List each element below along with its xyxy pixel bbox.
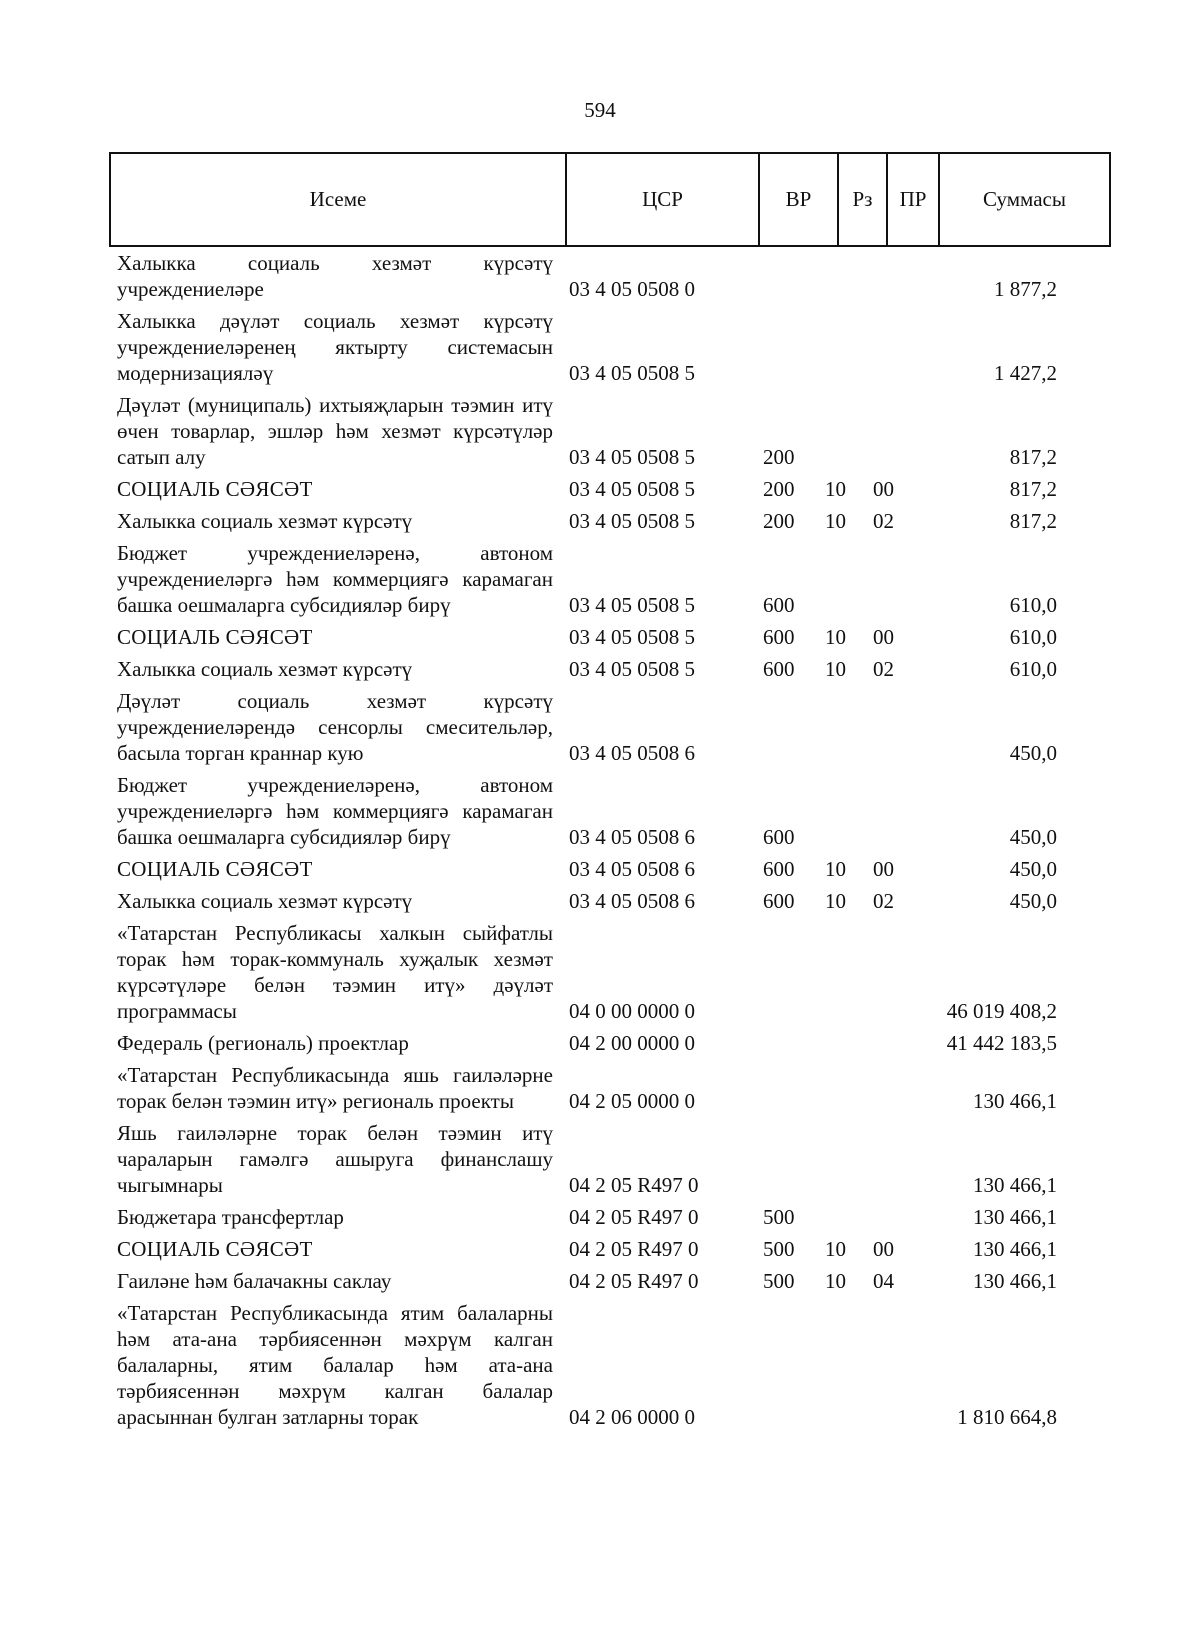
row-vr: 600 bbox=[763, 593, 795, 617]
header-rz: Рз bbox=[839, 154, 888, 247]
row-csr: 03 4 05 0508 6 bbox=[569, 889, 695, 913]
row-rz: 10 bbox=[825, 1237, 846, 1261]
row-name: Халыкка социаль хезмәт күрсәтү bbox=[117, 509, 413, 533]
row-csr: 03 4 05 0508 6 bbox=[569, 825, 695, 849]
row-pr: 04 bbox=[873, 1269, 894, 1293]
row-csr: 03 4 05 0508 6 bbox=[569, 741, 695, 765]
row-csr: 04 2 05 0000 0 bbox=[569, 1089, 695, 1113]
row-csr: 04 0 00 0000 0 bbox=[569, 999, 695, 1023]
row-vr: 600 bbox=[763, 657, 795, 681]
row-vr: 500 bbox=[763, 1269, 795, 1293]
row-rz: 10 bbox=[825, 889, 846, 913]
row-sum: 1 810 664,8 bbox=[957, 1405, 1057, 1429]
row-name: Халыкка дәүләт социаль хезмәт күрсәтү учреждениеләренең яктырту системасын модернизацияләү bbox=[117, 309, 553, 385]
table-row bbox=[117, 656, 1117, 682]
table-row bbox=[117, 392, 1117, 470]
header-csr: ЦСР bbox=[567, 154, 760, 247]
row-sum: 130 466,1 bbox=[973, 1205, 1057, 1229]
row-name: «Татарстан Республикасында ятим балаларны һәм ата-ана тәрбиясеннән мәхрүм калган балаларны, ятим балалар һәм ата-ана тәрбиясеннән мәхрүм калган балалар арасыннан булган затларны торак bbox=[117, 1301, 553, 1429]
row-name: СОЦИАЛЬ СӘЯСӘТ bbox=[117, 477, 313, 501]
row-sum: 610,0 bbox=[1009, 657, 1057, 681]
row-sum: 1 427,2 bbox=[994, 361, 1057, 385]
table-row bbox=[117, 624, 1117, 650]
row-rz: 10 bbox=[825, 509, 846, 533]
row-sum: 610,0 bbox=[1009, 593, 1057, 617]
row-pr: 00 bbox=[873, 625, 894, 649]
row-vr: 200 bbox=[763, 477, 795, 501]
row-pr: 02 bbox=[873, 657, 894, 681]
row-name: Бюджет учреждениеләренә, автоном учреждениеләргә һәм коммерциягә карамаган башка оешмаларга субсидияләр бирү bbox=[117, 541, 553, 617]
row-sum: 450,0 bbox=[1009, 857, 1057, 881]
row-vr: 200 bbox=[763, 445, 795, 469]
row-name: СОЦИАЛЬ СӘЯСӘТ bbox=[117, 857, 313, 881]
row-csr: 03 4 05 0508 5 bbox=[569, 445, 695, 469]
row-vr: 600 bbox=[763, 889, 795, 913]
page-number: 594 bbox=[584, 98, 616, 122]
row-sum: 46 019 408,2 bbox=[946, 999, 1057, 1023]
row-name: Федераль (региональ) проектлар bbox=[117, 1031, 409, 1055]
row-csr: 03 4 05 0508 5 bbox=[569, 593, 695, 617]
row-name: СОЦИАЛЬ СӘЯСӘТ bbox=[117, 1237, 313, 1261]
row-csr: 04 2 05 R497 0 bbox=[569, 1269, 699, 1293]
row-vr: 600 bbox=[763, 857, 795, 881]
row-sum: 41 442 183,5 bbox=[946, 1031, 1057, 1055]
row-rz: 10 bbox=[825, 857, 846, 881]
table-row bbox=[117, 1300, 1117, 1430]
row-sum: 817,2 bbox=[1009, 477, 1057, 501]
row-rz: 10 bbox=[825, 625, 846, 649]
row-name: СОЦИАЛЬ СӘЯСӘТ bbox=[117, 625, 313, 649]
row-sum: 130 466,1 bbox=[973, 1173, 1057, 1197]
header-name: Исеме bbox=[111, 154, 567, 247]
header-pr: ПР bbox=[888, 154, 940, 247]
row-sum: 130 466,1 bbox=[973, 1089, 1057, 1113]
header-sum: Суммасы bbox=[940, 154, 1111, 247]
row-vr: 500 bbox=[763, 1205, 795, 1229]
row-rz: 10 bbox=[825, 657, 846, 681]
row-sum: 130 466,1 bbox=[973, 1269, 1057, 1293]
row-csr: 04 2 06 0000 0 bbox=[569, 1405, 695, 1429]
table-row bbox=[117, 1204, 1117, 1230]
table-row bbox=[117, 772, 1117, 850]
row-name: Бюджетара трансфертлар bbox=[117, 1205, 344, 1229]
table-row bbox=[117, 888, 1117, 914]
table-row bbox=[117, 540, 1117, 618]
row-csr: 03 4 05 0508 5 bbox=[569, 477, 695, 501]
row-sum: 450,0 bbox=[1009, 825, 1057, 849]
row-csr: 04 2 05 R497 0 bbox=[569, 1237, 699, 1261]
header-vr: ВР bbox=[760, 154, 839, 247]
row-sum: 1 877,2 bbox=[994, 277, 1057, 301]
row-pr: 02 bbox=[873, 889, 894, 913]
row-csr: 04 2 05 R497 0 bbox=[569, 1205, 699, 1229]
table-header bbox=[109, 152, 1111, 247]
table-row bbox=[117, 920, 1117, 1024]
row-csr: 03 4 05 0508 0 bbox=[569, 277, 695, 301]
table-row bbox=[117, 508, 1117, 534]
row-pr: 00 bbox=[873, 1237, 894, 1261]
row-csr: 03 4 05 0508 5 bbox=[569, 657, 695, 681]
table-body bbox=[117, 250, 1117, 1436]
row-sum: 130 466,1 bbox=[973, 1237, 1057, 1261]
row-name: Халыкка социаль хезмәт күрсәтү bbox=[117, 889, 413, 913]
row-rz: 10 bbox=[825, 477, 846, 501]
row-name: Дәүләт социаль хезмәт күрсәтү учреждениеләрендә сенсорлы смесительләр, басыла торган краннар кую bbox=[117, 689, 553, 765]
row-sum: 450,0 bbox=[1009, 889, 1057, 913]
table-row bbox=[117, 1268, 1117, 1294]
table-row bbox=[117, 1120, 1117, 1198]
row-csr: 04 2 00 0000 0 bbox=[569, 1031, 695, 1055]
table-row bbox=[117, 476, 1117, 502]
row-rz: 10 bbox=[825, 1269, 846, 1293]
row-sum: 817,2 bbox=[1009, 509, 1057, 533]
row-sum: 610,0 bbox=[1009, 625, 1057, 649]
table-row bbox=[117, 1030, 1117, 1056]
row-csr: 03 4 05 0508 5 bbox=[569, 625, 695, 649]
table-row bbox=[117, 688, 1117, 766]
table-row bbox=[117, 250, 1117, 302]
row-csr: 03 4 05 0508 5 bbox=[569, 361, 695, 385]
table-row bbox=[117, 308, 1117, 386]
row-name: Яшь гаиләләрне торак белән тәэмин итү чараларын гамәлгә ашыруга финанслашу чыгымнары bbox=[117, 1121, 553, 1197]
row-csr: 03 4 05 0508 5 bbox=[569, 509, 695, 533]
row-vr: 500 bbox=[763, 1237, 795, 1261]
row-sum: 817,2 bbox=[1009, 445, 1057, 469]
row-vr: 600 bbox=[763, 825, 795, 849]
row-pr: 02 bbox=[873, 509, 894, 533]
row-pr: 00 bbox=[873, 857, 894, 881]
row-csr: 03 4 05 0508 6 bbox=[569, 857, 695, 881]
row-vr: 600 bbox=[763, 625, 795, 649]
row-name: Дәүләт (муниципаль) ихтыяҗларын тәэмин итү өчен товарлар, эшләр һәм хезмәт күрсәтүләр сатып алу bbox=[117, 393, 553, 469]
row-name: «Татарстан Республикасында яшь гаиләләрне торак белән тәэмин итү» региональ проекты bbox=[117, 1063, 553, 1113]
row-pr: 00 bbox=[873, 477, 894, 501]
row-name: Гаиләне һәм балачакны саклау bbox=[117, 1269, 392, 1293]
row-vr: 200 bbox=[763, 509, 795, 533]
row-name: Бюджет учреждениеләренә, автоном учреждениеләргә һәм коммерциягә карамаган башка оешмаларга субсидияләр бирү bbox=[117, 773, 553, 849]
table-row bbox=[117, 1062, 1117, 1114]
table-row bbox=[117, 856, 1117, 882]
row-name: Халыкка социаль хезмәт күрсәтү учреждениеләре bbox=[117, 251, 553, 301]
table-row bbox=[117, 1236, 1117, 1262]
row-name: Халыкка социаль хезмәт күрсәтү bbox=[117, 657, 413, 681]
row-name: «Татарстан Республикасы халкын сыйфатлы торак һәм торак-коммуналь хуҗалык хезмәт күрсәтүләре белән тәэмин итү» дәүләт программасы bbox=[117, 921, 553, 1023]
row-csr: 04 2 05 R497 0 bbox=[569, 1173, 699, 1197]
row-sum: 450,0 bbox=[1009, 741, 1057, 765]
